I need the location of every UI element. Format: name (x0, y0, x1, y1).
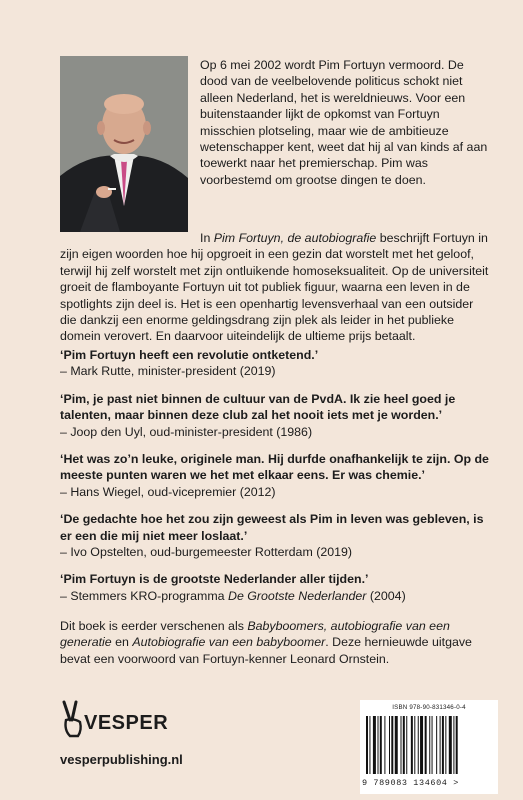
quotes-section (60, 347, 492, 615)
barcode-digits: 9 789083 134604 > (362, 778, 459, 788)
quote-source: – Mark Rutte, minister-president (2019) (60, 364, 276, 379)
intro-paragraph: Op 6 mei 2002 wordt Pim Fortuyn vermoord. De dood van de veelbelovende politicus schokt niet alleen Nederland, het is wereldnieuws. Voor een buitenstaander lijkt de opkomst van Fortuyn misschien plotseling, maar wie de ambitieuze wetenschapper kent, weet dat hij al van kinds af aan toewerkt naar het premierschap. Pim was voorbestemd om grootse dingen te doen. (200, 58, 488, 187)
quote-item (60, 451, 492, 500)
quote-source: – Joop den Uyl, oud-minister-president (1986) (60, 424, 313, 439)
program-title: De Grootste Nederlander (228, 588, 367, 603)
edition-note-text: Dit boek is eerder verschenen als (60, 619, 248, 633)
description-paragraph (60, 230, 492, 345)
logo-text: VESPER (84, 712, 169, 734)
quote-source-prefix: – Stemmers KRO-programma (60, 588, 228, 603)
previous-title-1: Babyboomers, autobiografie van een generatie (60, 619, 450, 650)
publisher-website: vesperpublishing.nl (60, 752, 183, 767)
edition-note-text: en (111, 635, 133, 650)
isbn-barcode (360, 700, 498, 794)
quote-item (60, 391, 492, 440)
hand-peace-icon (60, 700, 84, 740)
quote-text: ‘De gedachte hoe het zou zijn geweest als Pim in leven was gebleven, is er een die mij niet meer loslaat.’ (60, 512, 484, 543)
edition-note (60, 618, 492, 667)
quote-source: – Ivo Opstelten, oud-burgemeester Rotterdam (2019) (60, 545, 353, 560)
quote-text: ‘Pim, je past niet binnen de cultuur van de PvdA. Ik zie heel goed je talenten, maar binnen deze club zal het nooit iets met je worden.’ (60, 391, 456, 423)
quote-text: ‘Pim Fortuyn heeft een revolutie ontketend.’ (60, 348, 319, 362)
isbn-label: ISBN 978-90-831346-0-4 (392, 704, 466, 711)
vesper-logo (60, 700, 200, 742)
description-prefix: In (200, 231, 214, 245)
quote-item (60, 347, 492, 380)
quote-text: ‘Pim Fortuyn is de grootste Nederlander aller tijden.’ (60, 572, 369, 587)
description-body: beschrijft Fortuyn in zijn eigen woorden hoe hij opgroeit in een gezin dat worstelt met het geloof, terwijl hij zelf worstelt met zijn ontluikende homoseksualiteit. Op de universiteit groeit de flamboyante Fortuyn uit tot publiek figuur, waarna een leven in de spotlights zijn deel is. Het is een openhartig levensverhaal van een outsider die dankzij een enorme geldingsdrang zijn plek als leider in het publieke domein verovert. En daarvoor uiteindelijk de ultieme prijs betaalt. (60, 231, 489, 344)
author-photo (60, 56, 188, 232)
quote-source: – Hans Wiegel, oud-vicepremier (2012) (60, 484, 276, 499)
barcode-bars (366, 716, 492, 776)
quote-item (60, 511, 492, 560)
quote-source (60, 588, 492, 604)
book-title: Pim Fortuyn, de autobiografie (213, 231, 377, 245)
quote-text: ‘Het was zo’n leuke, originele man. Hij durfde onafhankelijk te zijn. Op de meeste punten waren we het met elkaar eens. Er was chemie.’ (60, 452, 489, 483)
quote-item (60, 571, 492, 604)
previous-title-2: Autobiografie van een babyboomer (132, 635, 326, 650)
edition-note-text: . Deze hernieuwde uitgave bevat een voorwoord van Fortuyn-kenner Leonard Ornstein. (60, 635, 472, 666)
quote-source-suffix: (2004) (366, 588, 406, 603)
